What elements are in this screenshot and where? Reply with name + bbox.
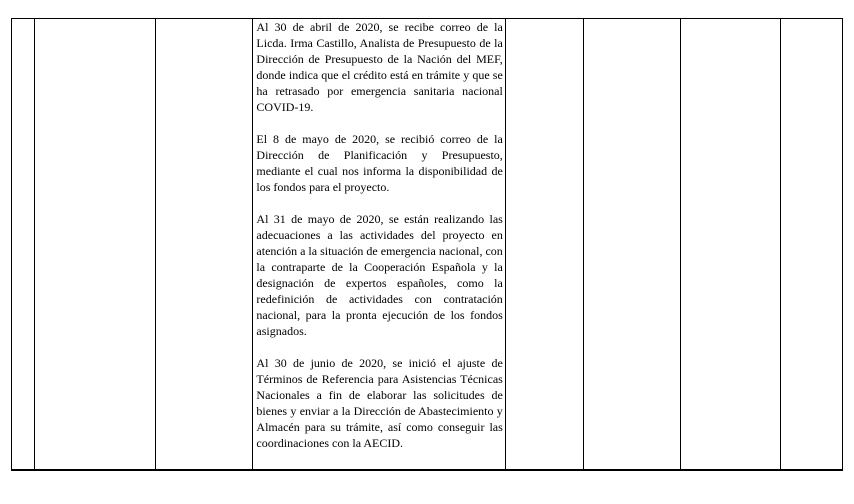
data-table: [11, 18, 843, 471]
paragraph-may-31: Al 31 de mayo de 2020, se están realizando las adecuaciones a las actividades del proyecto en atención a la situación de emergencia nacional, con la contraparte de la Cooperación Española y la designación de expertos españoles, como la redefinición de actividades con contratación nacional, para la pronta ejecución de los fondos asignados.: [256, 212, 503, 338]
empty-cell: [35, 19, 156, 469]
empty-cell: [506, 19, 584, 469]
paragraph-may-8: El 8 de mayo de 2020, se recibió correo de la Dirección de Planificación y Presupuesto, mediante el cual nos informa la disponibilidad de los fondos para el proyecto.: [256, 132, 503, 194]
empty-cell: [584, 19, 682, 469]
empty-cell: [156, 19, 254, 469]
empty-cell: [781, 19, 842, 469]
empty-cell: [12, 19, 35, 469]
empty-cell: [681, 19, 781, 469]
paragraph-june: Al 30 de junio de 2020, se inició el ajuste de Términos de Referencia para Asistencias Técnicas Nacionales a fin de elaborar las solicitudes de bienes y enviar a la Dirección de Abastecimiento y Almacén para su trámite, así como conseguir las coordinaciones con la AECID.: [256, 356, 503, 450]
progress-description-cell: [253, 19, 505, 469]
paragraph-april: Al 30 de abril de 2020, se recibe correo de la Licda. Irma Castillo, Analista de Presupuesto de la Dirección de Presupuesto de la Nación del MEF, donde indica que el crédito está en trámite y que se ha retrasado por emergencia sanitaria nacional COVID-19.: [256, 20, 503, 114]
